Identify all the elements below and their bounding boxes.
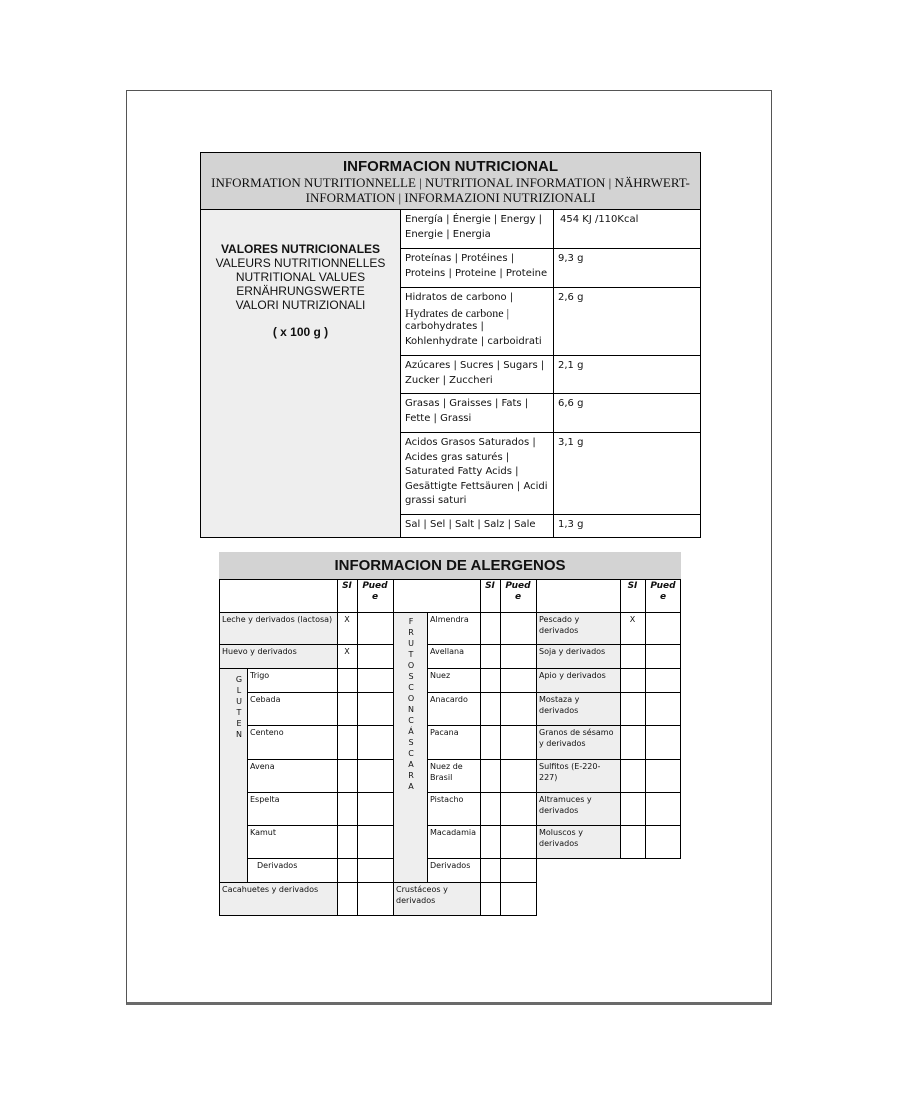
gluten-vertical-label	[233, 674, 245, 740]
vertical-letter: T	[236, 708, 242, 717]
header-puede: Pued e	[500, 579, 536, 612]
grid-line	[536, 725, 681, 726]
nutrient-label: Proteínas | Protéines | Proteins | Proteine | Proteine	[401, 249, 554, 287]
vertical-letter: C	[408, 716, 414, 725]
grid-line	[536, 759, 681, 760]
nutrient-label	[401, 288, 554, 355]
grid-line	[536, 668, 681, 669]
vertical-letter: E	[236, 719, 242, 728]
vertical-letter: N	[236, 730, 242, 739]
frutos-item: Anacardo	[427, 692, 480, 725]
grid-line	[536, 792, 681, 793]
nutrition-row-sugars	[401, 356, 701, 394]
gluten-item: Derivados	[247, 858, 337, 882]
header-puede: Pued e	[645, 579, 681, 612]
grid-line	[680, 579, 681, 858]
vertical-letter: Á	[408, 727, 414, 736]
frutos-item: Macadamia	[427, 825, 480, 858]
grid-line	[247, 792, 393, 793]
nutrient-value: 9,3 g	[558, 253, 584, 264]
allergen-apio: Apio y derivados	[536, 668, 620, 692]
grid-line	[427, 792, 536, 793]
header-empty	[393, 579, 480, 612]
nutrition-rows	[400, 210, 701, 537]
header-empty	[536, 579, 620, 612]
vertical-letter: N	[408, 705, 414, 714]
gluten-item: Centeno	[247, 725, 337, 759]
grid-line	[219, 668, 393, 669]
nutrient-label: Sal | Sel | Salt | Salz | Sale	[401, 515, 554, 537]
vertical-letter: R	[408, 628, 414, 637]
nutrition-title: INFORMACION NUTRICIONAL	[343, 158, 558, 175]
grid-line	[427, 644, 536, 645]
grid-line	[219, 612, 681, 613]
vertical-letter: A	[408, 782, 414, 791]
allergen-mostaza: Mostaza y derivados	[536, 692, 620, 725]
grid-line	[427, 858, 536, 859]
gluten-item: Trigo	[247, 668, 337, 692]
vertical-letter: C	[408, 749, 414, 758]
vertical-letter: O	[407, 661, 415, 670]
nutrient-label: Acidos Grasos Saturados | Acides gras saturés | Saturated Fatty Acids | Gesättigte Fettsäuren | Acidi grassi saturi	[401, 433, 554, 514]
vertical-letter: U	[236, 697, 242, 706]
grid-line	[536, 579, 537, 916]
nutrition-subtitle: INFORMATION NUTRITIONNELLE | NUTRITIONAL INFORMATION | NÄHRWERT-INFORMATION | INFORMAZIONI NUTRIZIONALI	[211, 175, 690, 205]
nutrition-row-energy	[401, 210, 701, 249]
frutos-item: Pistacho	[427, 792, 480, 825]
grid-line	[247, 692, 393, 693]
vertical-letter: O	[407, 694, 415, 703]
frutos-item: Almendra	[427, 612, 480, 644]
label-es: VALORES NUTRICIONALES	[220, 242, 381, 256]
frutos-vertical-label	[405, 616, 417, 792]
grid-line	[427, 612, 428, 882]
allergen-sesamo: Granos de sésamo y derivados	[536, 725, 620, 759]
gluten-item: Kamut	[247, 825, 337, 858]
allergen-soja: Soja y derivados	[536, 644, 620, 668]
grid-line	[337, 579, 338, 916]
vertical-letter: G	[235, 675, 243, 684]
pescado-si-mark: X	[620, 612, 645, 644]
vertical-letter: S	[408, 672, 414, 681]
grid-line	[620, 579, 621, 858]
gluten-item: Cebada	[247, 692, 337, 725]
header-empty	[219, 579, 337, 612]
nutrition-values-label-cell	[201, 210, 400, 537]
grid-line	[500, 579, 501, 916]
allergen-cacahuetes: Cacahuetes y derivados	[219, 882, 337, 916]
grid-line	[536, 825, 681, 826]
nutrient-value: 1,3 g	[558, 519, 584, 530]
nutrient-label: Energía | Énergie | Energy | Energie | Energia	[401, 210, 554, 248]
nutrient-value: 2,1 g	[558, 360, 584, 371]
grid-line	[536, 692, 681, 693]
nutrient-label-line: carbohydrates | Kohlenhydrate | carboidrati	[405, 321, 542, 347]
grid-line	[480, 579, 481, 916]
grid-line	[427, 759, 536, 760]
grid-line	[393, 882, 536, 883]
vertical-letter: A	[408, 760, 414, 769]
gluten-item: Espelta	[247, 792, 337, 825]
grid-line	[247, 825, 393, 826]
grid-line	[536, 858, 681, 859]
vertical-letter: L	[236, 686, 242, 695]
grid-line	[219, 579, 220, 916]
allergen-table	[219, 552, 681, 916]
grid-line	[393, 915, 536, 916]
allergen-leche: Leche y derivados (lactosa)	[219, 612, 337, 644]
nutrient-label: Azúcares | Sucres | Sugars | Zucker | Zuccheri	[401, 356, 554, 393]
nutrient-label-line: Hydrates de carbone |	[405, 305, 510, 320]
nutrient-label-line: Hidratos de carbono |	[405, 292, 514, 303]
label-fr: VALEURS NUTRITIONNELLES	[215, 256, 386, 270]
allergen-huevo: Huevo y derivados	[219, 644, 337, 668]
vertical-letter: S	[408, 738, 414, 747]
grid-line	[247, 858, 393, 859]
grid-line	[219, 915, 393, 916]
nutrient-label: Grasas | Graisses | Fats | Fette | Grassi	[401, 394, 554, 432]
allergen-pescado: Pescado y derivados	[536, 612, 620, 644]
frutos-item: Avellana	[427, 644, 480, 668]
nutrition-row-protein	[401, 249, 701, 288]
vertical-letter: F	[408, 617, 414, 626]
grid-line	[219, 644, 393, 645]
grid-line	[393, 579, 394, 916]
allergen-title: INFORMACION DE ALERGENOS	[219, 552, 681, 579]
header-si: SI	[480, 579, 500, 612]
nutrition-row-salt	[401, 515, 701, 537]
grid-line	[357, 579, 358, 916]
grid-line	[645, 579, 646, 858]
allergen-crustaceos: Crustáceos y derivados	[393, 882, 480, 916]
nutrient-value: 454 KJ /110Kcal	[560, 214, 639, 225]
nutrition-header	[201, 153, 700, 210]
header-puede: Pued e	[357, 579, 393, 612]
grid-line	[247, 725, 393, 726]
leche-si-mark: X	[337, 612, 357, 644]
vertical-letter: U	[408, 639, 414, 648]
grid-line	[427, 692, 536, 693]
allergen-altramuces: Altramuces y derivados	[536, 792, 620, 825]
grid-line	[247, 759, 393, 760]
vertical-letter: C	[408, 683, 414, 692]
nutrient-value: 6,6 g	[558, 398, 584, 409]
grid-line	[427, 825, 536, 826]
frutos-item: Nuez de Brasil	[427, 759, 480, 792]
nutrition-row-saturated-fats	[401, 433, 701, 515]
nutrition-row-carbohydrates	[401, 288, 701, 356]
vertical-letter: R	[408, 771, 414, 780]
label-en: NUTRITIONAL VALUES	[235, 270, 366, 284]
nutrition-row-fats	[401, 394, 701, 433]
grid-line	[536, 644, 681, 645]
grid-line	[247, 668, 248, 882]
label-it: VALORI NUTRIZIONALI	[235, 298, 366, 312]
label-de: ERNÄHRUNGSWERTE	[236, 284, 365, 298]
per-100g: ( x 100 g )	[272, 325, 329, 339]
header-si: SI	[620, 579, 645, 612]
vertical-letter: T	[408, 650, 414, 659]
grid-line	[427, 725, 536, 726]
grid-line	[219, 579, 681, 580]
allergen-moluscos: Moluscos y derivados	[536, 825, 620, 858]
nutrient-value: 2,6 g	[558, 292, 584, 303]
frutos-item: Pacana	[427, 725, 480, 759]
gluten-item: Avena	[247, 759, 337, 792]
header-si: SI	[337, 579, 357, 612]
grid-line	[427, 668, 536, 669]
grid-line	[219, 882, 393, 883]
huevo-si-mark: X	[337, 644, 357, 668]
allergen-sulfitos: Sulfitos (E-220-227)	[536, 759, 620, 792]
nutrition-table	[200, 152, 701, 538]
frutos-item: Derivados	[427, 858, 480, 882]
frutos-item: Nuez	[427, 668, 480, 692]
nutrient-value: 3,1 g	[558, 437, 584, 448]
